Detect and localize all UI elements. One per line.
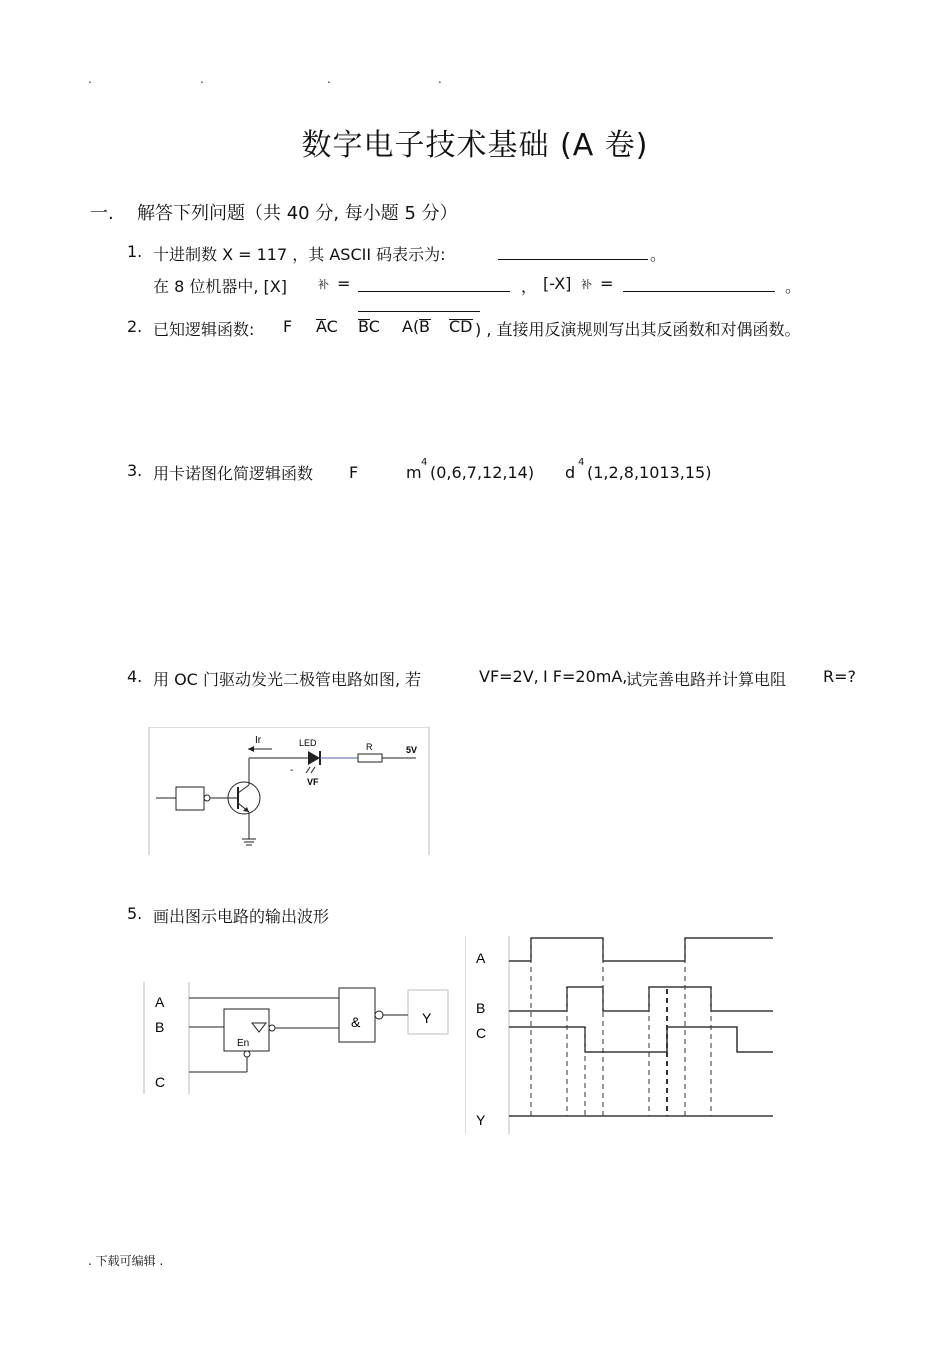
q2-number: 2. <box>127 317 143 336</box>
q1-line1-end: 。 <box>650 245 667 264</box>
q2-overbar-whole <box>358 311 480 312</box>
q3-m-sup: 4 <box>421 457 428 468</box>
q2-overbar-b2 <box>419 319 431 320</box>
q1-blank-ascii <box>498 245 648 260</box>
q3-d: d <box>565 463 576 482</box>
led-label: LED <box>299 738 317 748</box>
q1-line2-b: [-X] <box>543 274 572 293</box>
and-label: & <box>351 1014 361 1030</box>
wave-b <box>509 987 773 1011</box>
q3-m-args: (0,6,7,12,14) <box>430 463 535 482</box>
q5-number: 5. <box>127 904 143 923</box>
q1-eq: = <box>337 274 351 293</box>
input-a-label: A <box>155 994 165 1010</box>
minus-label: - <box>290 765 294 776</box>
q1-blank-x <box>358 277 510 292</box>
q2-f: F <box>283 317 293 336</box>
header-dot: . <box>88 72 92 86</box>
supply-label: 5V <box>406 745 418 755</box>
q3-number: 3. <box>127 461 143 480</box>
tristate-icon <box>252 1023 266 1032</box>
q2-term3c: CD <box>449 317 473 336</box>
wave-c <box>509 1027 773 1052</box>
ir-label: Ir <box>255 735 262 746</box>
section-number: 一. <box>90 203 114 224</box>
section-label: 解答下列问题（共 40 分, 每小题 5 分） <box>137 203 458 224</box>
tristate-and-circuit <box>143 982 453 1097</box>
q2-overbar-cd <box>449 319 473 320</box>
q2-term3a: A( <box>402 317 420 336</box>
output-y-label: Y <box>422 1010 432 1026</box>
q2-overbar-b <box>358 319 370 320</box>
wave-b-label: B <box>476 1000 486 1016</box>
q4-vf: VF=2V, <box>479 667 539 686</box>
q4-r: R=? <box>823 667 857 686</box>
q1-comma: ， <box>521 277 538 296</box>
q1-number: 1. <box>127 242 143 261</box>
wave-y-label: Y <box>476 1112 486 1128</box>
wave-c-label: C <box>476 1025 487 1041</box>
q3-prefix: 用卡诺图化简逻辑函数 <box>153 464 314 483</box>
q1-line2-end: 。 <box>785 277 802 296</box>
q3-d-sup: 4 <box>578 457 585 468</box>
q3-d-args: (1,2,8,1013,15) <box>587 463 712 482</box>
led-icon <box>308 751 320 765</box>
q2-term3b: B <box>419 317 430 336</box>
waveform-diagram <box>465 934 780 1136</box>
wave-a <box>509 938 773 961</box>
enable-label: En <box>237 1038 250 1049</box>
q3-m: m <box>406 463 422 482</box>
q1-line2-a: 在 8 位机器中, [X] <box>153 277 287 296</box>
input-b-label: B <box>155 1019 165 1035</box>
header-dot: . <box>200 72 204 86</box>
r-label: R <box>366 742 373 752</box>
q4-if: I F=20mA, <box>543 667 628 686</box>
timing-guides <box>531 940 711 1116</box>
wave-a-label: A <box>476 950 486 966</box>
led-driver-circuit <box>148 727 430 857</box>
header-dot: . <box>438 72 442 86</box>
q1-sub-bu-2: 补 <box>581 278 592 291</box>
input-c-label: C <box>155 1074 166 1090</box>
page-title: 数字电子技术基础 (A 卷) <box>301 128 649 163</box>
q3-f: F <box>349 463 359 482</box>
footer-note: . 下载可编辑 . <box>88 1254 164 1268</box>
q2-prefix: 已知逻辑函数: <box>153 320 255 339</box>
q4-text-b: 试完善电路并计算电阻 <box>626 670 787 689</box>
q1-eq-2: = <box>600 274 614 293</box>
vf-label: VF <box>307 777 319 787</box>
header-dot: . <box>327 72 331 86</box>
q2-term1: AC <box>316 317 338 336</box>
q4-text-a: 用 OC 门驱动发光二极管电路如图, 若 <box>153 670 422 689</box>
q1-sub-bu: 补 <box>318 278 329 291</box>
q1-blank-negx <box>623 277 775 292</box>
q2-overbar-a <box>316 319 326 320</box>
q5-text: 画出图示电路的输出波形 <box>153 907 330 926</box>
q1-line1: 十进制数 X = 117 ，其 ASCII 码表示为: <box>153 245 446 264</box>
q4-number: 4. <box>127 667 143 686</box>
q2-suffix: ) , 直接用反演规则写出其反函数和对偶函数。 <box>475 320 801 339</box>
q2-term2: BC <box>358 317 380 336</box>
